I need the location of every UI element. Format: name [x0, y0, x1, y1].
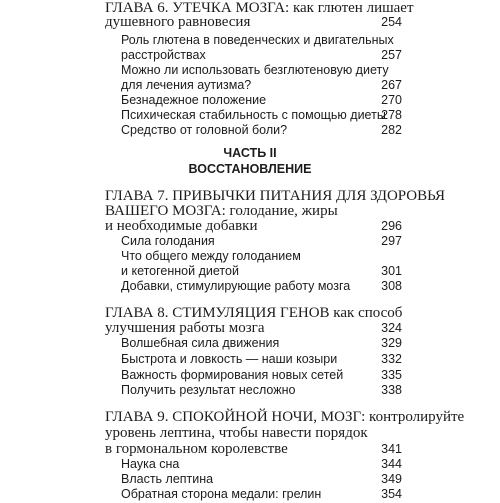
chapter-title: уровень лептина, чтобы навести порядок [105, 425, 368, 441]
toc-entry-section[interactable] [0, 485, 500, 503]
page-number: 338 [381, 383, 402, 397]
section-title: Можно ли использовать безглютеновую диету [121, 63, 389, 77]
page-number: 282 [381, 123, 402, 137]
page-number: 324 [381, 321, 402, 335]
section-title: Волшебная сила движения [121, 336, 280, 350]
chapter-title: улучшения работы мозга [105, 320, 265, 336]
section-title: Обратная сторона медали: грелин [121, 487, 322, 501]
section-title: Добавки, стимулирующие работу мозга [121, 279, 351, 293]
page-number: 296 [381, 219, 402, 233]
section-title: Быстрота и ловкость — наши козыри [121, 352, 338, 366]
section-title: Наука сна [121, 457, 180, 471]
section-title: Важность формирования новых сетей [121, 368, 344, 382]
page-number: 335 [381, 368, 402, 382]
page-number: 341 [381, 442, 402, 456]
section-title: Власть лептина [121, 472, 214, 486]
toc-entry-section[interactable] [0, 121, 500, 139]
chapter-title: ВАШЕГО МОЗГА: голодание, жиры [105, 203, 338, 219]
section-title: Получить результат несложно [121, 383, 296, 397]
section-title: для лечения аутизма? [121, 78, 252, 92]
page-number: 349 [381, 472, 402, 486]
section-title: Роль глютена в поведенческих и двигательных [121, 33, 394, 47]
page-number: 278 [381, 108, 402, 122]
chapter-title: ГЛАВА 7. ПРИВЫЧКИ ПИТАНИЯ ДЛЯ ЗДОРОВЬЯ [105, 188, 445, 204]
section-title: расстройствах [121, 48, 206, 62]
chapter-title: душевного равновесия [105, 14, 251, 30]
page-number: 297 [381, 234, 402, 248]
page-number: 267 [381, 78, 402, 92]
page-number: 329 [381, 336, 402, 350]
toc-entry-chapter-6-cont [0, 13, 500, 31]
section-title: Безнадежное положение [121, 93, 267, 107]
section-title: и кетогенной диетой [121, 264, 239, 278]
page-number: 332 [381, 352, 402, 366]
page-number: 270 [381, 93, 402, 107]
page-number: 254 [381, 15, 402, 29]
chapter-title: ГЛАВА 8. СТИМУЛЯЦИЯ ГЕНОВ как способ [105, 305, 403, 321]
page-number: 301 [381, 264, 402, 278]
chapter-title: и необходимые добавки [105, 218, 258, 234]
part-title: ВОССТАНОВЛЕНИЕ [188, 162, 312, 176]
section-title: Психическая стабильность с помощью диеты [121, 108, 386, 122]
section-title: Что общего между голоданием [121, 249, 301, 263]
section-title: Средство от головной боли? [121, 123, 288, 137]
chapter-title: ГЛАВА 9. СПОКОЙНОЙ НОЧИ, МОЗГ: контролируйте [105, 409, 465, 425]
page-number: 257 [381, 48, 402, 62]
part-label: ЧАСТЬ II [223, 146, 277, 160]
toc-entry-section[interactable] [0, 277, 500, 295]
page-number: 308 [381, 279, 402, 293]
page-number: 354 [381, 487, 402, 501]
toc-entry-section[interactable] [0, 381, 500, 399]
chapter-title: в гормональном королевстве [105, 441, 288, 457]
page-number: 344 [381, 457, 402, 471]
chapter-title: ГЛАВА 6. УТЕЧКА МОЗГА: как глютен лишает [105, 0, 414, 16]
section-title: Сила голодания [121, 234, 215, 248]
